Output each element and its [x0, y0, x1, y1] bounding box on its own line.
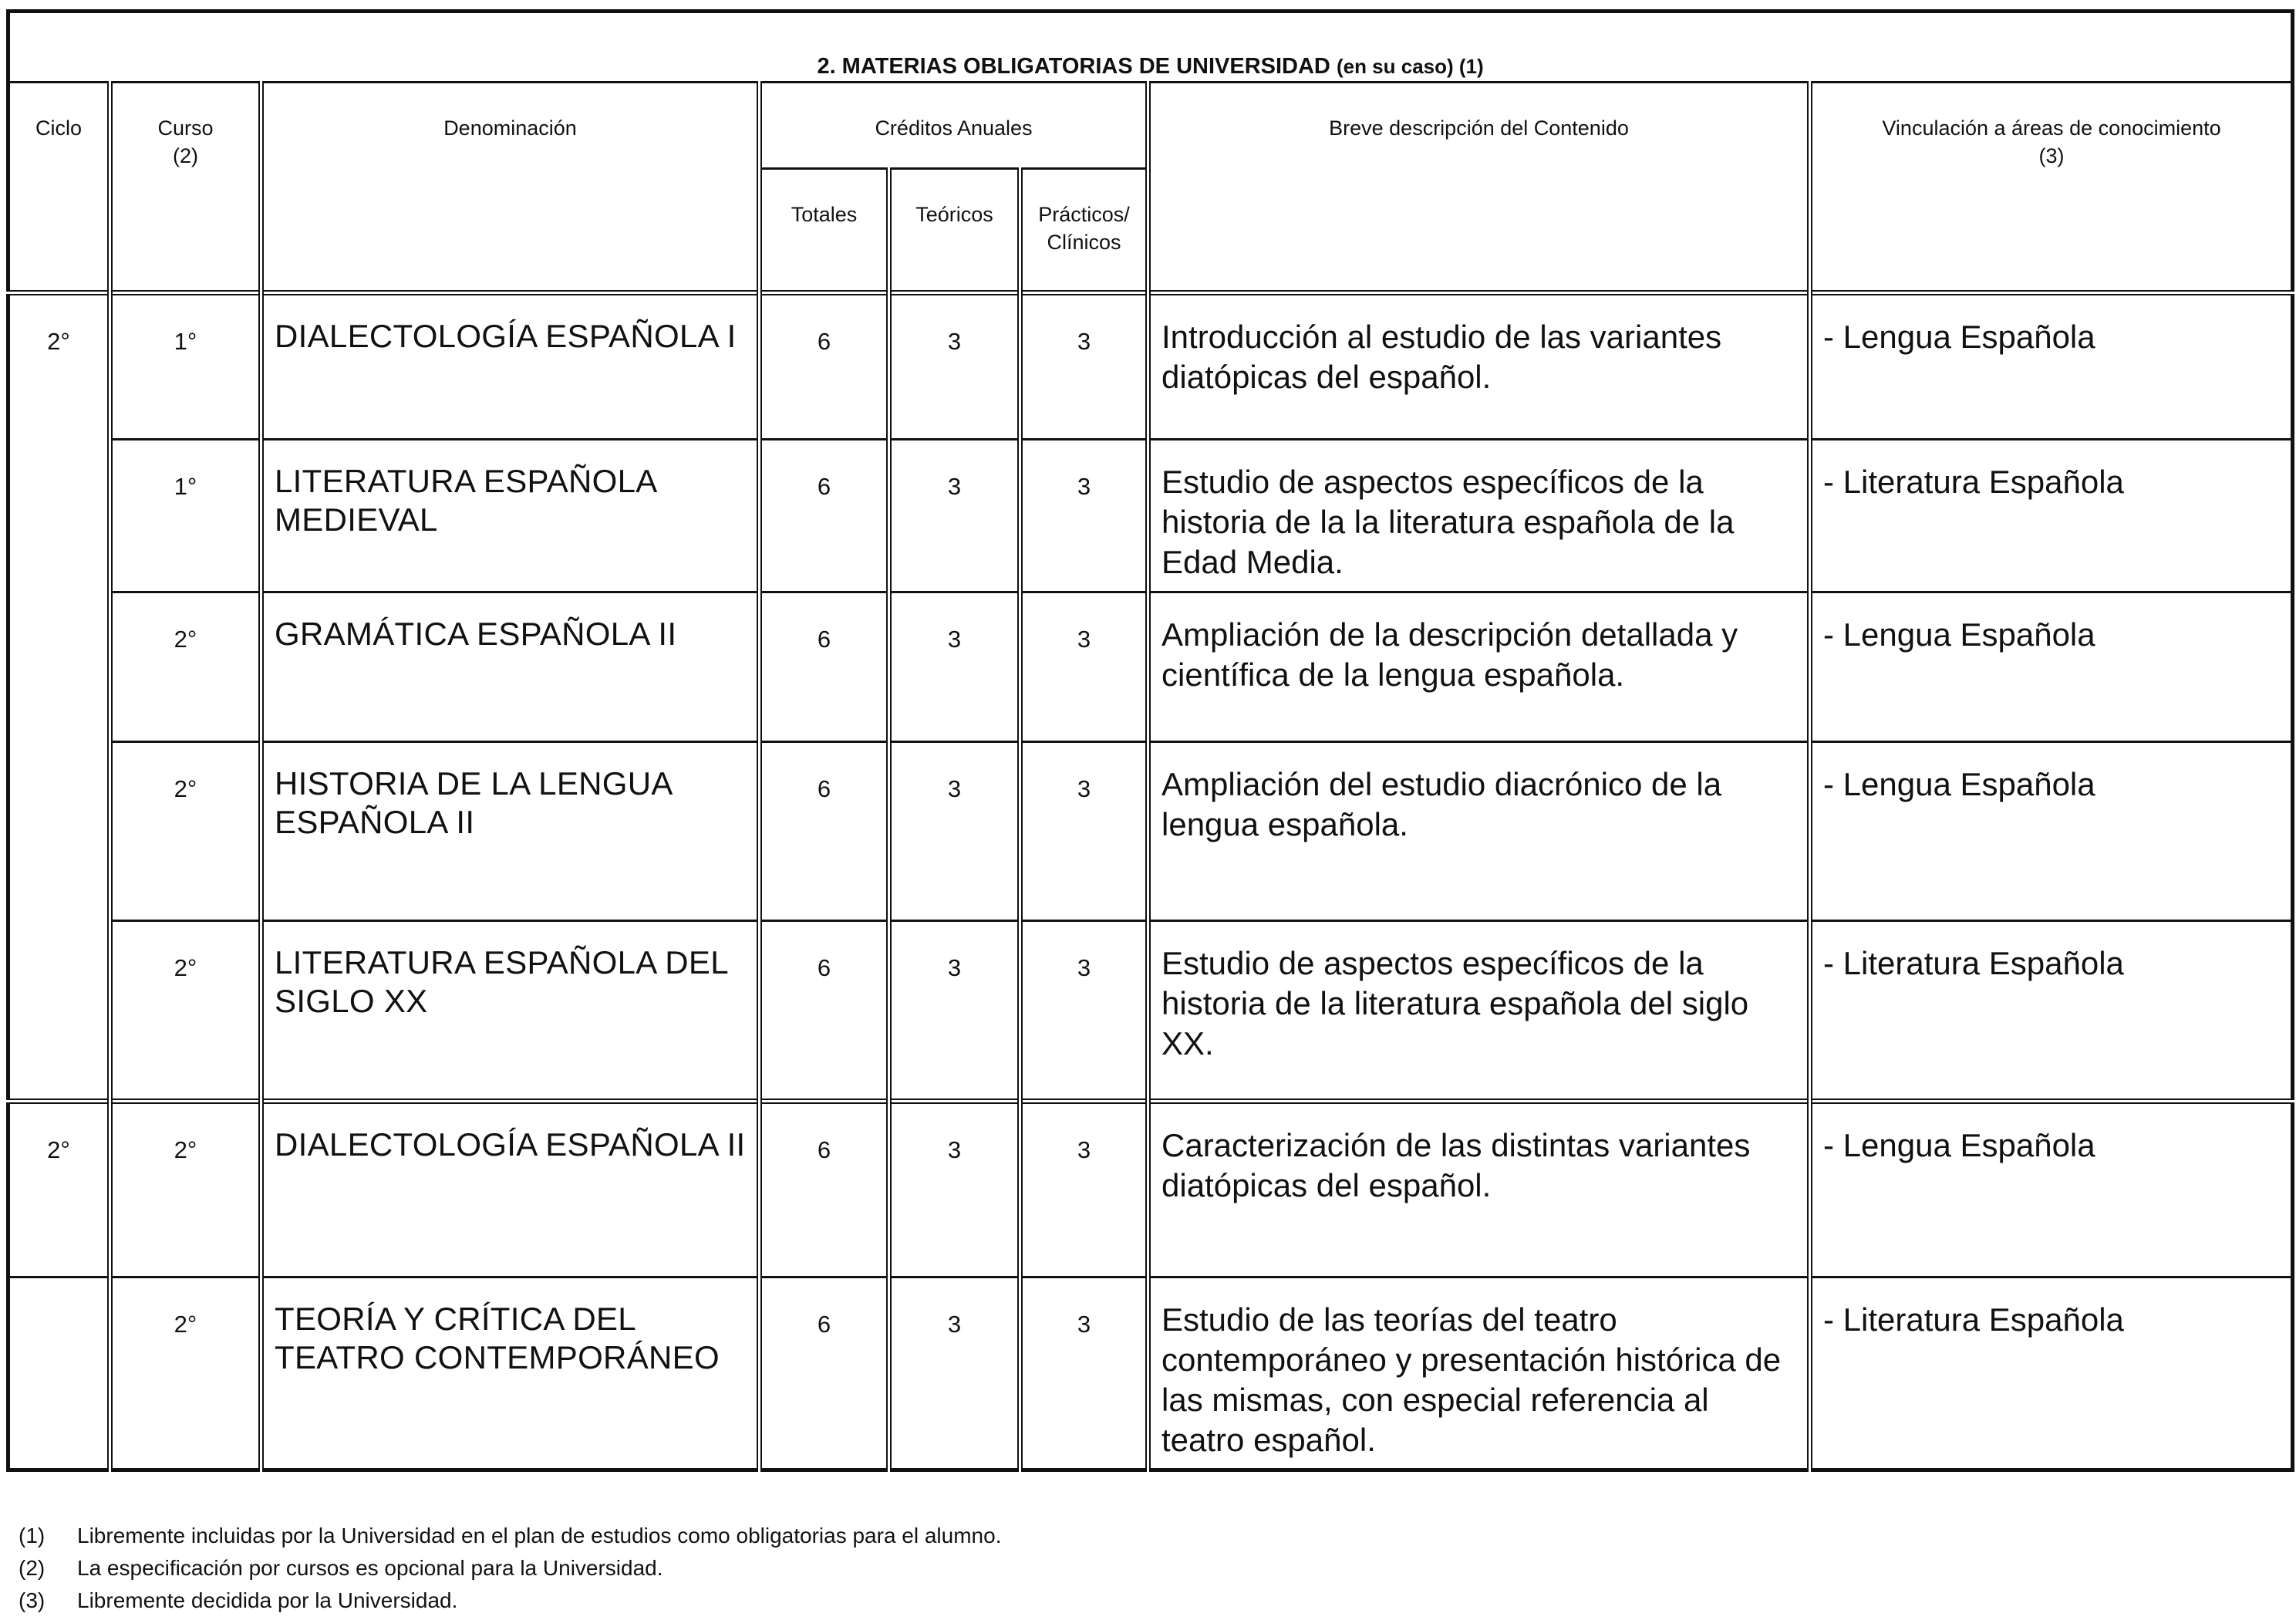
footnote-number: (1): [19, 1524, 46, 1547]
footnote-text: La especificación por cursos es opcional para la Universidad.: [77, 1556, 663, 1580]
descripcion-cell: Caracterización de las distintas variantes diatópicas del español.: [1148, 1102, 1810, 1277]
table-title-suffix: (en su caso) (1): [1336, 55, 1484, 78]
header-creditos: [760, 83, 1148, 169]
header-denominacion: [261, 83, 760, 293]
header-row: [8, 83, 2293, 169]
header-totales-label: Totales: [791, 203, 858, 226]
ciclo-value: 2°: [47, 328, 70, 355]
teoricos-cell: 3: [889, 1277, 1020, 1470]
table-row: [8, 742, 2293, 921]
table-row: [8, 921, 2293, 1102]
area-cell: - Lengua Española: [1810, 293, 2293, 440]
table-row: [8, 293, 2293, 440]
teoricos-cell: 3: [889, 440, 1020, 592]
descripcion-cell: Estudio de las teorías del teatro contemporáneo y presentación histórica de las mismas, con especial referencia al teatro español.: [1148, 1277, 1810, 1470]
totales-cell: 6: [760, 293, 889, 440]
header-teoricos-label: Teóricos: [915, 203, 993, 226]
header-curso-note: (2): [173, 144, 198, 167]
descripcion-cell: Ampliación de la descripción detallada y científica de la lengua española.: [1148, 592, 1810, 742]
subjects-table: [6, 9, 2294, 1472]
curso-cell: 2°: [110, 1277, 261, 1470]
teoricos-cell: 3: [889, 1102, 1020, 1277]
table-row: [8, 440, 2293, 592]
footnote-number: (3): [19, 1588, 46, 1612]
area-cell: - Literatura Española: [1810, 1277, 2293, 1470]
denominacion-cell: DIALECTOLOGÍA ESPAÑOLA II: [261, 1102, 760, 1277]
table-title: [8, 12, 2293, 83]
totales-cell: 6: [760, 1277, 889, 1470]
totales-cell: 6: [760, 1102, 889, 1277]
denominacion-cell: GRAMÁTICA ESPAÑOLA II: [261, 592, 760, 742]
curso-cell: 2°: [110, 1102, 261, 1277]
curso-cell: 1°: [110, 440, 261, 592]
practicos-cell: 3: [1020, 440, 1148, 592]
denominacion-cell: TEORÍA Y CRÍTICA DEL TEATRO CONTEMPORÁNEO: [261, 1277, 760, 1470]
descripcion-cell: Introducción al estudio de las variantes diatópicas del español.: [1148, 293, 1810, 440]
teoricos-cell: 3: [889, 742, 1020, 921]
header-denominacion-label: Denominación: [443, 116, 577, 140]
footnote: [19, 1520, 1001, 1552]
totales-cell: 6: [760, 742, 889, 921]
header-vinculacion: [1810, 83, 2293, 293]
denominacion-cell: HISTORIA DE LA LENGUA ESPAÑOLA II: [261, 742, 760, 921]
header-curso-label: Curso: [157, 116, 214, 140]
footnote-text: Libremente decidida por la Universidad.: [77, 1588, 458, 1612]
teoricos-cell: 3: [889, 293, 1020, 440]
area-cell: - Literatura Española: [1810, 921, 2293, 1102]
header-ciclo-label: Ciclo: [35, 116, 82, 140]
table-row: [8, 592, 2293, 742]
header-curso: [110, 83, 261, 293]
totales-cell: 6: [760, 440, 889, 592]
ciclo-value: 2°: [47, 1136, 70, 1163]
teoricos-cell: 3: [889, 592, 1020, 742]
footnote-text: Libremente incluidas por la Universidad en el plan de estudios como obligatorias para el alumno.: [77, 1524, 1002, 1547]
denominacion-cell: DIALECTOLOGÍA ESPAÑOLA I: [261, 293, 760, 440]
descripcion-cell: Estudio de aspectos específicos de la historia de la la literatura española de la Edad Media.: [1148, 440, 1810, 592]
ciclo-cell-empty: [8, 1277, 110, 1470]
practicos-cell: 3: [1020, 1277, 1148, 1470]
denominacion-cell: LITERATURA ESPAÑOLA MEDIEVAL: [261, 440, 760, 592]
ciclo-cell: [8, 293, 110, 1102]
header-clinicos-label: Clínicos: [1047, 231, 1121, 254]
header-creditos-label: Créditos Anuales: [875, 116, 1033, 140]
curso-cell: 2°: [110, 921, 261, 1102]
area-cell: - Lengua Española: [1810, 1102, 2293, 1277]
area-cell: - Literatura Española: [1810, 440, 2293, 592]
table-title-main: 2. MATERIAS OBLIGATORIAS DE UNIVERSIDAD: [817, 54, 1330, 79]
area-cell: - Lengua Española: [1810, 742, 2293, 921]
header-vinculacion-note: (3): [2038, 144, 2065, 167]
practicos-cell: 3: [1020, 921, 1148, 1102]
header-vinculacion-label: Vinculación a áreas de conocimiento: [1882, 116, 2221, 140]
totales-cell: 6: [760, 592, 889, 742]
footnote: [19, 1552, 1001, 1585]
practicos-cell: 3: [1020, 592, 1148, 742]
table-row: [8, 1102, 2293, 1277]
descripcion-cell: Estudio de aspectos específicos de la historia de la literatura española del siglo XX.: [1148, 921, 1810, 1102]
footnote-number: (2): [19, 1556, 46, 1580]
curso-cell: 1°: [110, 293, 261, 440]
practicos-cell: 3: [1020, 742, 1148, 921]
header-descripcion: [1148, 83, 1810, 293]
header-descripcion-label: Breve descripción del Contenido: [1329, 116, 1629, 140]
practicos-cell: 3: [1020, 1102, 1148, 1277]
header-practicos: [1020, 169, 1148, 293]
footnote: [19, 1585, 1001, 1617]
header-totales: [760, 169, 889, 293]
header-teoricos: [889, 169, 1020, 293]
title-row: [8, 12, 2293, 83]
denominacion-cell: LITERATURA ESPAÑOLA DEL SIGLO XX: [261, 921, 760, 1102]
footnotes: [19, 1520, 1001, 1617]
teoricos-cell: 3: [889, 921, 1020, 1102]
ciclo-cell: [8, 1102, 110, 1277]
totales-cell: 6: [760, 921, 889, 1102]
table-row: [8, 1277, 2293, 1470]
header-practicos-label: Prácticos/: [1038, 203, 1130, 226]
area-cell: - Lengua Española: [1810, 592, 2293, 742]
descripcion-cell: Ampliación del estudio diacrónico de la lengua española.: [1148, 742, 1810, 921]
header-ciclo: [8, 83, 110, 293]
practicos-cell: 3: [1020, 293, 1148, 440]
curso-cell: 2°: [110, 592, 261, 742]
curso-cell: 2°: [110, 742, 261, 921]
